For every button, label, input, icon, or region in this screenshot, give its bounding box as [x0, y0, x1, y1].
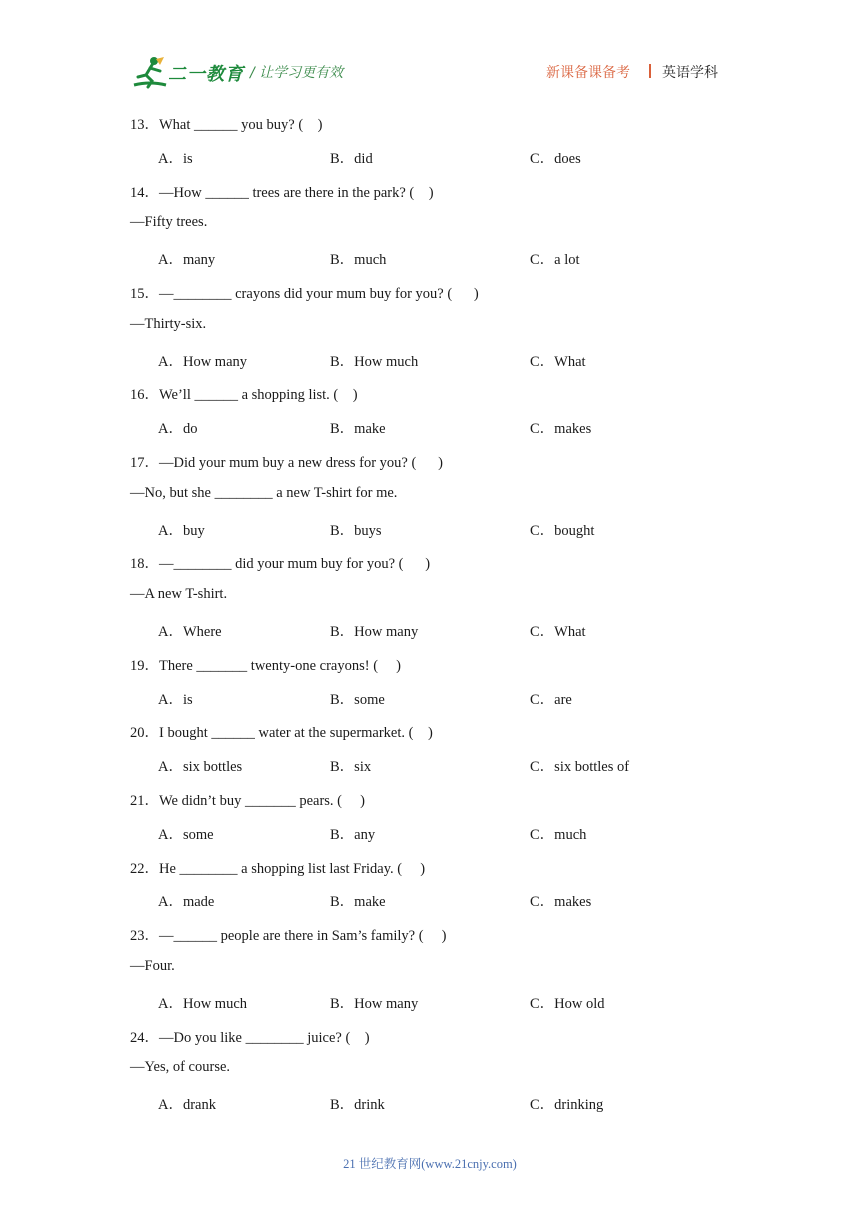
question-stem: 14．—How ______ trees are there in the park? ( ): [130, 184, 434, 201]
answer-option: C．does: [530, 150, 581, 167]
page-header: [0, 0, 860, 100]
answer-option: B．make: [330, 421, 386, 438]
answer-option: C．much: [530, 826, 587, 843]
answer-option: C．What: [530, 624, 586, 640]
page-footer: 21 世纪教育网(www.21cnjy.com): [343, 1157, 517, 1171]
answer-option: A．many: [158, 252, 216, 269]
question-stem: 21．We didn’t buy _______ pears. ( ): [130, 793, 365, 809]
answer-option: C．How old: [530, 995, 605, 1012]
question-stem: 13．What ______ you buy? ( ): [130, 117, 323, 133]
answer-option: A．six bottles: [158, 759, 243, 776]
answer-option: C．a lot: [530, 252, 580, 269]
answer-option: B．six: [330, 759, 372, 776]
answer-option: C．makes: [530, 421, 592, 438]
logo-text: 二一教育: [168, 64, 244, 85]
question-reply: —Yes, of course.: [130, 1059, 231, 1076]
answer-option: C．drinking: [530, 1097, 604, 1114]
question-reply: —A new T-shirt.: [130, 586, 228, 603]
answer-option: C．six bottles of: [530, 759, 630, 776]
question-stem: 18．—________ did your mum buy for you? ( ): [130, 556, 431, 573]
question-reply: —Fifty trees.: [130, 214, 208, 231]
answer-option: A．do: [158, 421, 198, 438]
answer-option: C．What: [530, 353, 586, 370]
question-stem: 19．There _______ twenty-one crayons! ( ): [130, 657, 401, 674]
answer-option: B．drink: [330, 1097, 385, 1114]
question-stem: 17．—Did your mum buy a new dress for you? ( ): [130, 455, 443, 471]
answer-option: A．some: [158, 826, 214, 843]
question-stem: 24．—Do you like ________ juice? ( ): [130, 1029, 370, 1046]
question-stem: 23．—______ people are there in Sam’s family? ( ): [130, 928, 447, 945]
question-stem: 15．—________ crayons did your mum buy for you? ( ): [130, 286, 479, 302]
answer-option: B．any: [330, 826, 376, 843]
answer-option: C．bought: [530, 522, 595, 539]
question-stem: 16．We’ll ______ a shopping list. ( ): [130, 387, 358, 404]
answer-option: B．did: [330, 150, 373, 167]
answer-option: B．much: [330, 252, 387, 269]
answer-option: A．Where: [158, 624, 222, 640]
answer-option: B．How many: [330, 995, 419, 1012]
answer-option: B．some: [330, 691, 385, 708]
answer-option: A．made: [158, 894, 215, 911]
answer-option: A．How many: [158, 353, 248, 370]
answer-option: B．buys: [330, 522, 382, 539]
answer-option: B．make: [330, 894, 386, 911]
question-stem: 22．He ________ a shopping list last Friday. ( ): [130, 860, 426, 877]
answer-option: A．buy: [158, 522, 205, 539]
answer-option: B．How many: [330, 624, 419, 640]
answer-option: A．How much: [158, 995, 248, 1012]
answer-option: B．How much: [330, 353, 419, 370]
answer-option: A．is: [158, 691, 193, 708]
answer-option: A．is: [158, 150, 193, 167]
answer-option: C．makes: [530, 894, 592, 911]
question-reply: —Thirty-six.: [130, 315, 207, 332]
slogan: / 让学习更有效: [250, 65, 344, 81]
course-tag: 新课备课备考: [546, 65, 630, 81]
question-reply: —No, but she ________ a new T-shirt for me.: [130, 484, 398, 501]
answer-option: A．drank: [158, 1097, 216, 1114]
question-stem: 20．I bought ______ water at the supermarket. ( ): [130, 725, 433, 742]
subject-label: 英语学科: [662, 65, 718, 81]
answer-option: C．are: [530, 691, 572, 708]
header-divider: [649, 64, 651, 78]
question-reply: —Four.: [130, 958, 175, 974]
